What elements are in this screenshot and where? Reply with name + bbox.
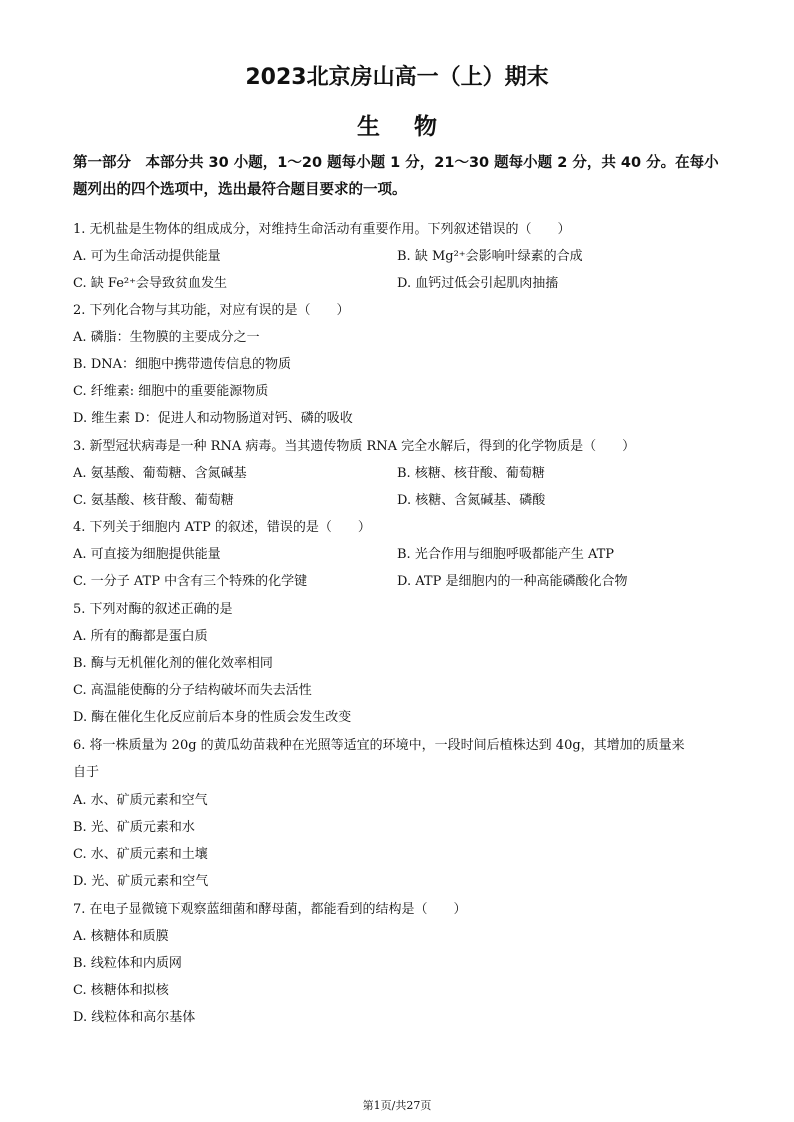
question-1-option-b: B. 缺 Mg²⁺会影响叶绿素的合成 [397,249,583,264]
question-6-stem-continued: 自于 [73,765,100,780]
section-instructions: 第一部分 本部分共 30 小题，1～20 题每小题 1 分，21～30 题每小题 2 分，共 40 分。在每小 题列出的四个选项中，选出最符合题目要求的一项。 [73,155,719,198]
question-5-option-d: D. 酶在催化生化反应前后本身的性质会发生改变 [73,710,352,725]
question-6-option-d: D. 光、矿质元素和空气 [73,874,209,889]
question-3-option-a: A. 氨基酸、葡萄糖、含氮碱基 [73,466,247,481]
question-4-stem: 4. 下列关于细胞内 ATP 的叙述，错误的是（ ） [73,520,371,535]
subject-heading: 生物 [357,114,471,140]
question-3-stem: 3. 新型冠状病毒是一种 RNA 病毒。当其遗传物质 RNA 完全水解后，得到的化学物质是（ ） [73,439,636,454]
question-5-option-c: C. 高温能使酶的分子结构破坏而失去活性 [73,683,312,698]
question-7-option-c: C. 核糖体和拟核 [73,983,169,998]
question-7-option-a: A. 核糖体和质膜 [73,929,169,944]
question-3-option-d: D. 核糖、含氮碱基、磷酸 [397,493,546,508]
question-7-stem: 7. 在电子显微镜下观察蓝细菌和酵母菌，都能看到的结构是（ ） [73,902,467,917]
question-4-option-c: C. 一分子 ATP 中含有三个特殊的化学键 [73,574,308,589]
question-2-option-b: B. DNA：细胞中携带遗传信息的物质 [73,357,292,372]
question-6-option-c: C. 水、矿质元素和土壤 [73,847,208,862]
question-2-option-d: D. 维生素 D：促进人和动物肠道对钙、磷的吸收 [73,411,353,426]
question-1-option-a: A. 可为生命活动提供能量 [73,249,221,264]
question-2-option-c: C. 纤维素: 细胞中的重要能源物质 [73,384,269,399]
question-2-option-a: A. 磷脂：生物膜的主要成分之一 [73,330,260,345]
question-5-option-b: B. 酶与无机催化剂的催化效率相同 [73,656,273,671]
question-7-option-b: B. 线粒体和内质网 [73,956,182,971]
question-4-option-d: D. ATP 是细胞内的一种高能磷酸化合物 [397,574,628,589]
question-4-option-b: B. 光合作用与细胞呼吸都能产生 ATP [397,547,615,562]
question-3-option-b: B. 核糖、核苷酸、葡萄糖 [397,466,545,481]
question-6-stem: 6. 将一株质量为 20g 的黄瓜幼苗栽种在光照等适宜的环境中，一段时间后植株达到 40g，其增加的质量来 [73,738,685,753]
question-1-option-d: D. 血钙过低会引起肌肉抽搐 [397,276,559,291]
question-2-stem: 2. 下列化合物与其功能，对应有误的是（ ） [73,303,350,318]
page-number: 第1页/共27页 [362,1099,432,1112]
question-1-option-c: C. 缺 Fe²⁺会导致贫血发生 [73,276,227,291]
question-3-option-c: C. 氨基酸、核苷酸、葡萄糖 [73,493,234,508]
question-5-option-a: A. 所有的酶都是蛋白质 [73,629,208,644]
question-6-option-b: B. 光、矿质元素和水 [73,820,195,835]
question-6-option-a: A. 水、矿质元素和空气 [73,793,208,808]
question-4-option-a: A. 可直接为细胞提供能量 [73,547,221,562]
question-1-stem: 1. 无机盐是生物体的组成成分，对维持生命活动有重要作用。下列叙述错误的（ ） [73,222,571,237]
document-title: 2023北京房山高一（上）期末 [245,65,549,90]
question-7-option-d: D. 线粒体和高尔基体 [73,1010,196,1025]
question-5-stem: 5. 下列对酶的叙述正确的是 [73,602,233,617]
